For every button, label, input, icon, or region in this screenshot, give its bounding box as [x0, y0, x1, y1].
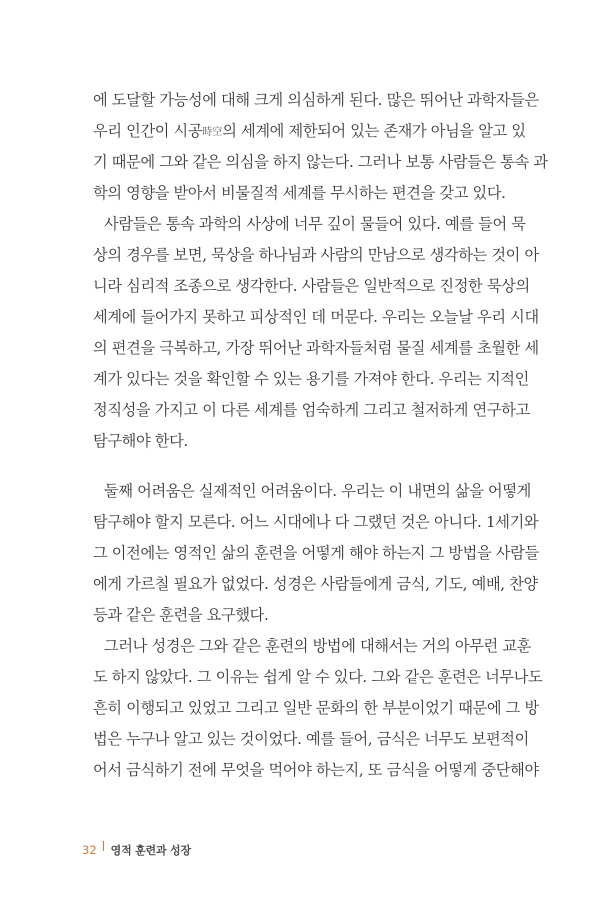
body-text-line: 세계에 들어가지 못하고 피상적인 데 머문다. 우리는 오늘날 우리 시대	[93, 308, 539, 326]
body-text-line: 어서 금식하기 전에 무엇을 먹어야 하는지, 또 금식을 어떻게 중단해야	[93, 761, 539, 779]
body-text-line: 그러나 성경은 그와 같은 훈련의 방법에 대해서는 거의 아무런 교훈	[104, 637, 531, 655]
body-text-line: 에게 가르칠 필요가 없었다. 성경은 사람들에게 금식, 기도, 예배, 찬양	[93, 575, 538, 593]
body-text-line: 등과 같은 훈련을 요구했다.	[93, 606, 269, 624]
body-text-line: 탐구해야 할지 모른다. 어느 시대에나 다 그랬던 것은 아니다. 1세기와	[93, 513, 539, 531]
body-text-line: 정직성을 가지고 이 다른 세계를 엄숙하게 그리고 철저하게 연구하고	[93, 401, 530, 419]
body-text-line: 도 하지 않았다. 그 이유는 쉽게 알 수 있다. 그와 같은 훈련은 너무나도	[93, 668, 543, 686]
body-text-line	[93, 121, 526, 143]
body-text-line: 사람들은 통속 과학의 사상에 너무 깊이 물들어 있다. 예를 들어 묵	[104, 215, 526, 233]
body-text-line: 학의 영향을 받아서 비물질적 세계를 무시하는 편견을 갖고 있다.	[93, 184, 506, 202]
body-text-line: 법은 누구나 알고 있는 것이었다. 예를 들어, 금식은 너무도 보편적이	[93, 730, 529, 748]
body-text-line: 탐구해야 한다.	[93, 432, 188, 450]
body-text-segment: 우리 인간이 시공	[93, 122, 203, 140]
body-text-line: 흔히 이행되고 있었고 그리고 일반 문화의 한 부분이었기 때문에 그 방	[93, 699, 539, 717]
footer-divider	[103, 841, 104, 851]
body-text-line: 그 이전에는 영적인 삶의 훈련을 어떻게 해야 하는지 그 방법을 사람들	[93, 544, 539, 562]
hanja-annotation: 時空	[202, 127, 223, 138]
body-text-line: 상의 경우를 보면, 묵상을 하나님과 사람의 만남으로 생각하는 것이 아	[93, 246, 539, 264]
body-text-line: 에 도달할 가능성에 대해 크게 의심하게 된다. 많은 뛰어난 과학자들은	[93, 91, 539, 109]
body-text-line: 니라 심리적 조종으로 생각한다. 사람들은 일반적으로 진정한 묵상의	[93, 277, 530, 295]
running-title: 영적 훈련과 성장	[110, 844, 191, 857]
body-text-line: 둘째 어려움은 실제적인 어려움이다. 우리는 이 내면의 삶을 어떻게	[104, 482, 531, 500]
body-text-line: 의 편견을 극복하고, 가장 뛰어난 과학자들처럼 물질 세계를 초월한 세	[93, 339, 539, 357]
body-text-line: 계가 있다는 것을 확인할 수 있는 용기를 가져야 한다. 우리는 지적인	[93, 370, 529, 388]
body-text-line: 기 때문에 그와 같은 의심을 하지 않는다. 그러나 보통 사람들은 통속 과	[93, 153, 548, 171]
page-footer	[82, 841, 191, 859]
page-number: 32	[82, 843, 97, 857]
body-text-segment: 의 세계에 제한되어 있는 존재가 아님을 알고 있	[222, 122, 526, 140]
